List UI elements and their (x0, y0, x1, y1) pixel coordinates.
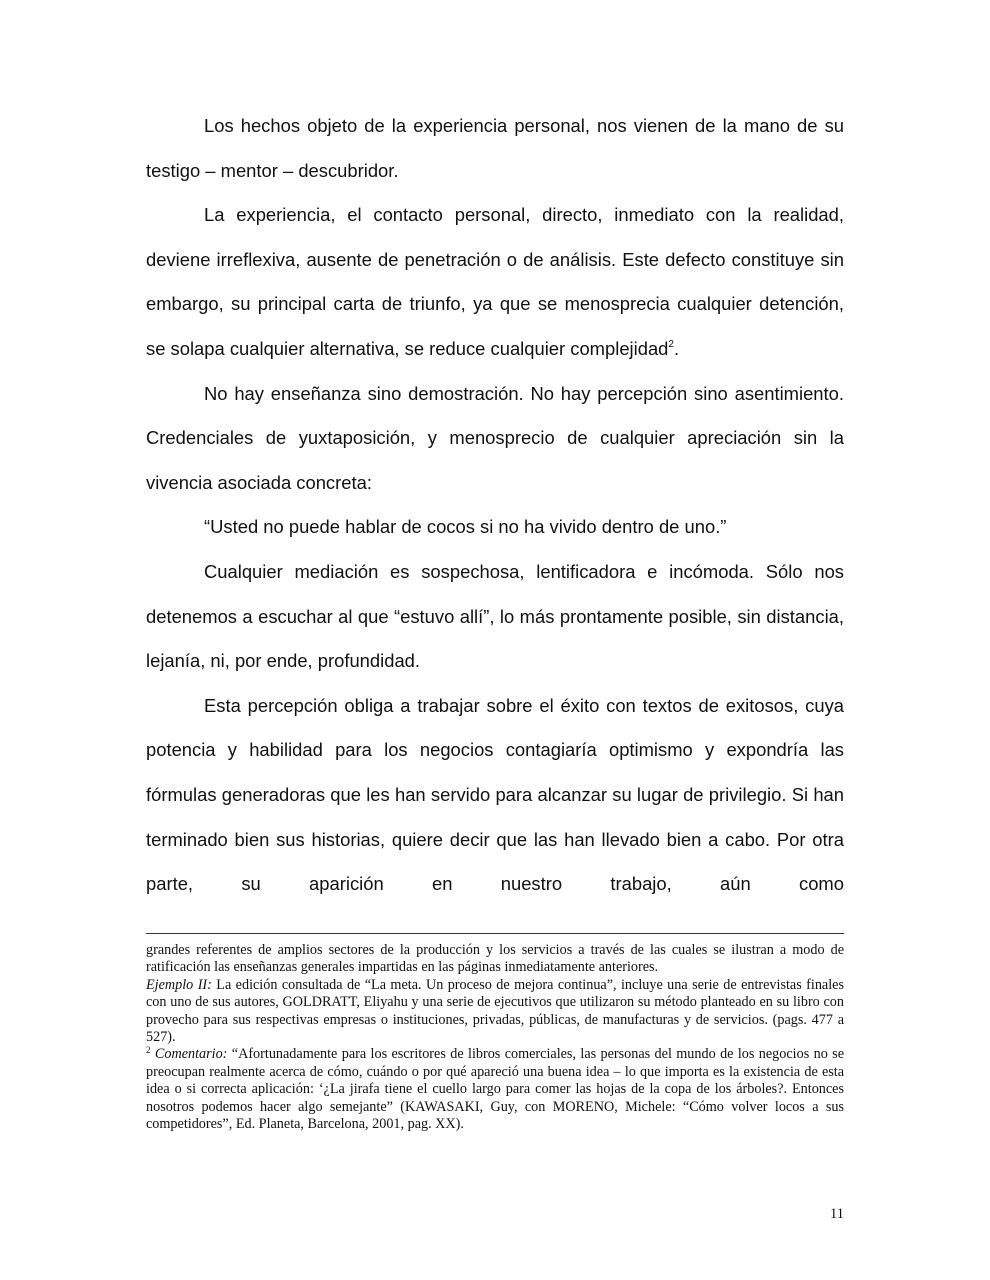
page-body (146, 104, 844, 907)
quote-paragraph: “Usted no puede hablar de cocos si no ha vivido dentro de uno.” (204, 516, 727, 538)
paragraph-3: No hay enseñanza sino demostración. No hay percepción sino asentimiento. Credenciales de yuxtaposición, y menosprecio de cualquier apreciación sin la vivencia asociada concreta: (146, 382, 844, 493)
paragraph-2 (146, 193, 844, 371)
footnote-example-text: La edición consultada de “La meta. Un proceso de mejora continua”, incluye una serie de entrevistas finales con uno de sus autores, GOLDRATT, Eliyahu y una serie de ejecutivos que utilizaron su método planteado en su libro con provecho para sus respectivas empresas o instituciones, privadas, públicas, de manufacturas y de servicios. (pags. 477 a 527). (146, 976, 844, 1046)
footnote-2-number: 2 (146, 1045, 151, 1056)
footnote-example (146, 977, 844, 1047)
page-number: 11 (830, 1206, 844, 1222)
paragraph-5: Cualquier mediación es sospechosa, lentificadora e incómoda. Sólo nos detenemos a escuchar al que “estuvo allí”, lo más prontamente posible, sin distancia, lejanía, ni, por ende, profundidad. (146, 560, 844, 672)
paragraph-2-text: La experiencia, el contacto personal, directo, inmediato con la realidad, deviene irreflexiva, ausente de penetración o de análisis. Este defecto constituye sin embargo, su principal carta de triunfo, ya que se menosprecia cualquier detención, se solapa cualquier alternativa, se reduce cualquier complejidad (146, 204, 844, 359)
footnote-separator (146, 933, 844, 934)
paragraph-2-end: . (673, 337, 680, 359)
footnote-ref-2[interactable]: 2 (668, 338, 674, 350)
footnote-example-label: Ejemplo II: (146, 976, 212, 993)
footnote-2 (146, 1046, 844, 1133)
body-text (146, 104, 844, 907)
footnote-continuation: grandes referentes de amplios sectores de la producción y los servicios a través de las cuales se ilustran a modo de ratificación las enseñanzas generales impartidas en las páginas inmediatamente anteriores. (146, 942, 844, 976)
paragraph-1: Los hechos objeto de la experiencia personal, nos vienen de la mano de su testigo – mentor – descubridor. (146, 115, 844, 181)
footnotes (146, 942, 844, 1133)
footnote-2-text: “Afortunadamente para los escritores de libros comerciales, las personas del mundo de los negocios no se preocupan realmente acerca de cómo, cuándo o por qué apareció una buena idea – lo que importa es la existencia de esta idea o si correcta aplicación: ‘¿La jirafa tiene el cuello largo para comer las hojas de la copa de los árboles?. Entonces nosotros podemos hacer algo semejante” (KAWASAKI, Guy, con MORENO, Michele: “Cómo volver locos a sus competidores”, Ed. Planeta, Barcelona, 2001, pag. XX). (146, 1046, 844, 1133)
paragraph-6: Esta percepción obliga a trabajar sobre el éxito con textos de exitosos, cuya potencia y habilidad para los negocios contagiaría optimismo y expondría las fórmulas generadoras que les han servido para alcanzar su lugar de privilegio. Si han terminado bien sus historias, quiere decir que las han llevado bien a cabo. Por otra parte, su aparición en nuestro trabajo, aún como (146, 694, 844, 895)
footnote-2-label: Comentario: (154, 1046, 228, 1063)
